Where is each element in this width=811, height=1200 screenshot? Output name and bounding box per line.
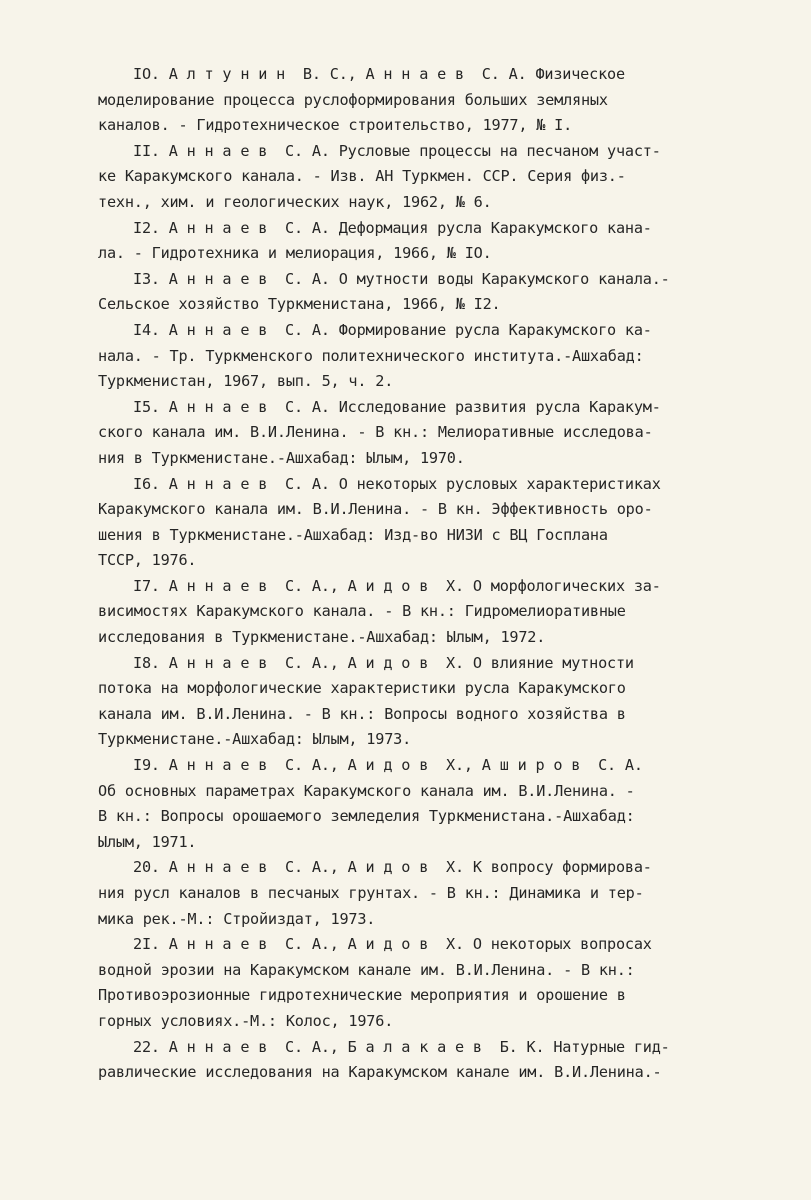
reference-item-17: [98, 574, 758, 651]
reference-line: Каракумского канала им. В.И.Ленина. - В кн. Эффективность оро-: [98, 500, 653, 519]
reference-line: исследования в Туркменистане.-Ашхабад: Ылым, 1972.: [98, 628, 546, 647]
bibliography-list: [98, 62, 758, 1086]
reference-line: горных условиях.-М.: Колос, 1976.: [98, 1011, 394, 1030]
reference-line: Ылым, 1971.: [98, 832, 197, 851]
reference-line: I3. А н н а е в С. А. О мутности воды Каракумского канала.-: [133, 269, 670, 288]
reference-item-22: [98, 1035, 758, 1086]
reference-line: Сельское хозяйство Туркменистана, 1966, № I2.: [98, 295, 501, 314]
reference-item-20: [98, 855, 758, 932]
reference-line: I4. А н н а е в С. А. Формирование русла Каракумского ка-: [133, 320, 652, 339]
reference-line: Об основных параметрах Каракумского канала им. В.И.Ленина. -: [98, 781, 635, 800]
reference-line: I8. А н н а е в С. А., А и д о в Х. О влияние мутности: [133, 653, 634, 672]
reference-item-14: [98, 318, 758, 395]
reference-line: I5. А н н а е в С. А. Исследование развития русла Каракум-: [133, 397, 661, 416]
reference-item-21: [98, 932, 758, 1034]
reference-line: ния русл каналов в песчаных грунтах. - В кн.: Динамика и тер-: [98, 884, 644, 902]
reference-line: В кн.: Вопросы орошаемого земледелия Туркменистана.-Ашхабад:: [98, 807, 635, 826]
reference-item-13: [98, 267, 758, 318]
reference-line: шения в Туркменистане.-Ашхабад: Изд-во НИЗИ с ВЦ Госплана: [98, 525, 608, 544]
reference-line: 2I. А н н а е в С. А., А и д о в Х. О некоторых вопросах: [133, 935, 652, 954]
reference-item-10: [98, 62, 758, 139]
reference-line: II. А н н а е в С. А. Русловые процессы на песчаном участ-: [133, 141, 661, 160]
reference-line: техн., хим. и геологических наук, 1962, № 6.: [98, 192, 492, 211]
reference-item-15: [98, 395, 758, 472]
reference-item-12: [98, 216, 758, 267]
reference-line: I2. А н н а е в С. А. Деформация русла Каракумского кана-: [133, 218, 652, 237]
reference-line: потока на морфологические характеристики русла Каракумского: [98, 679, 626, 698]
reference-line: нала. - Тр. Туркменского политехнического института.-Ашхабад:: [98, 346, 644, 365]
reference-line: мика рек.-М.: Стройиздат, 1973.: [98, 909, 376, 928]
reference-line: каналов. - Гидротехническое строительство, 1977, № I.: [98, 116, 573, 135]
reference-line: канала им. В.И.Ленина. - В кн.: Вопросы водного хозяйства в: [98, 704, 626, 723]
reference-item-16: [98, 472, 758, 574]
reference-line: ла. - Гидротехника и мелиорация, 1966, № IO.: [98, 244, 492, 263]
reference-line: водной эрозии на Каракумском канале им. В.И.Ленина. - В кн.:: [98, 960, 635, 979]
reference-line: IO. А л т у н и н В. С., А н н а е в С. А. Физическое: [133, 65, 625, 83]
reference-line: Туркменистане.-Ашхабад: Ылым, 1973.: [98, 730, 412, 749]
reference-line: Туркменистан, 1967, вып. 5, ч. 2.: [98, 372, 394, 391]
reference-line: ния в Туркменистане.-Ашхабад: Ылым, 1970.: [98, 448, 465, 467]
reference-line: I6. А н н а е в С. А. О некоторых русловых характеристиках: [133, 474, 661, 493]
reference-line: 20. А н н а е в С. А., А и д о в Х. К вопросу формирова-: [133, 858, 652, 877]
reference-line: ке Каракумского канала. - Изв. АН Туркмен. ССР. Серия физ.-: [98, 167, 626, 186]
reference-line: ского канала им. В.И.Ленина. - В кн.: Мелиоративные исследова-: [98, 423, 653, 442]
reference-line: I9. А н н а е в С. А., А и д о в Х., А ш и р о в С. А.: [133, 756, 643, 775]
reference-line: 22. А н н а е в С. А., Б а л а к а е в Б. К. Натурные гид-: [133, 1037, 670, 1056]
reference-line: I7. А н н а е в С. А., А и д о в Х. О морфологических за-: [133, 576, 661, 595]
reference-line: моделирование процесса руслоформирования больших земляных: [98, 90, 608, 109]
reference-line: Противоэрозионные гидротехнические мероприятия и орошение в: [98, 986, 626, 1005]
reference-item-19: [98, 753, 758, 855]
reference-line: равлические исследования на Каракумском канале им. В.И.Ленина.-: [98, 1063, 662, 1082]
reference-item-11: [98, 139, 758, 216]
reference-line: висимостях Каракумского канала. - В кн.: Гидромелиоративные: [98, 602, 626, 621]
reference-line: ТССР, 1976.: [98, 551, 197, 570]
reference-item-18: [98, 651, 758, 753]
